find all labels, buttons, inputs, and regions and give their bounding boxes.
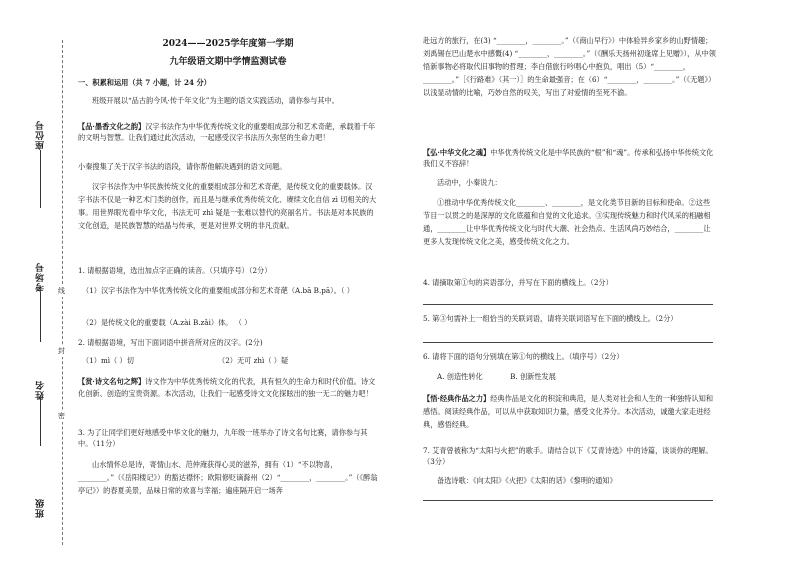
question-6-options: A. 创造性转化 B. 创新性发展 (437, 372, 556, 381)
answer-line-7[interactable] (423, 500, 713, 501)
question-6: 6. 请将下面的语句分别填在第①句的横线上。（填序号）（2分） (423, 352, 624, 361)
theme-block-1 (78, 122, 378, 143)
answer-line-5[interactable] (423, 342, 713, 343)
question-3-continued: 赴远方的旅行，在(3) “________，________。”（《商山早行》）中体验异乡家乡的山野情趣；刘禹锡在巴山楚水中感慨(4) “________，________。”（《酬乐天扬州初逢席上见赠》），从中领悟新事物必将取代旧事物的哲理；李白借旅行吟唱心中抱负，唱出（5）“________，________。”［《行路难》（其一）］的生命最强音；在（6）“________，________。”（《无题》）以浅显动情的比喻，巧妙自然的叹关，写出了对爱情的至死不渝。 (423, 36, 716, 97)
seal-char-seal: 封 (58, 347, 65, 355)
theme-label-2: 【赏·诗文名句之辉】 (78, 377, 146, 386)
name-blank (40, 398, 41, 446)
question-5: 5. 第③句需补上一组恰当的关联词语，请将关联词语写在下面的横线上。（2分） (423, 314, 678, 323)
theme-text-2: 诗文作为中华优秀传统文化的代表，具有恒久的生命力和时代价值。诗文化创新、创造的宝贵资源。本次活动，让我们一起感受诗文文化探眩出的独一无二的魅力吧！ (78, 377, 376, 398)
theme-text-1: 汉字书法作为中华优秀传统文化的重要组成部分和艺术奇葩，承载着千年的文明与智慧。让我们通过此次活动，一起感受汉字书法历久弥坚的生命力吧！ (78, 122, 376, 142)
term-title: 2024——2025学年度第一学期 (162, 39, 294, 49)
exam-no-label: 考场号 (36, 262, 46, 292)
question-2a: （1）mì（ ）切 (82, 356, 134, 365)
section-heading: 一、积累和运用（共 7 小题，计 24 分） (78, 78, 211, 87)
theme-text-3: 中华优秀传统文化是中华民族的“根”和“魂”。传承和弘扬中华传统文化我们义不容辞！ (423, 148, 714, 168)
question-2: 2. 请根据语境，写出下面词语中拼音所对应的汉字。(2分) (78, 338, 263, 347)
seat-label: 座位号 (36, 120, 46, 150)
activity-lead: 活动中，小秦说九： (437, 178, 502, 187)
binding-margin (0, 0, 72, 561)
question-1a: （1）汉字书法作为中华优秀传统文化的重要组成部分和艺术奇葩（A.bā B.pā）。（ ） (82, 286, 354, 295)
seal-char-secret: 密 (58, 412, 65, 420)
theme-block-2 (78, 376, 378, 400)
theme-label-4: 【悟·经典作品之力】 (423, 394, 491, 403)
name-label: 姓名 (36, 380, 46, 400)
question-3-text: 山水情怀总是诗，寄情山水、范仲淹获得心灵的滋养，拥有（1）“不以物喜，________。”（《岳阳楼记》）的豁达襟怀；欧阳修贬谪滁州（2）“________，________。”（《醉翁亭记》）的春夏美景，品味日常的欢喜与幸福；遍座隔开启一场奔 (78, 460, 378, 495)
exam-no-blank (40, 292, 41, 342)
question-4: 4. 请摘取第①句的宾语部分，并写在下面的横线上。（2分） (423, 278, 613, 287)
passage-text: 汉字书法作为中华民族传统文化的重要组成部分和艺术奇葩，是传统文化的重要载体。汉字书法不仅是一种艺术门类的创作，而且是与继承优秀传统文化、赓续文化自信 zì 切相关的大事。用世界眼光看中华文化，书法无可 zhì 疑是一张难以替代的亮丽名片。书法是对本民族的文化创造，是民族智慧的结晶与传承，更是对世界文明的非凡贡献。 (78, 182, 377, 230)
seal-char-line: 线 (58, 287, 65, 295)
theme-block-4 (423, 392, 717, 431)
theme-text-4: 经典作品是文化的积淀和典范，是人类对社会和人生的一种独特认知和感悟。阅读经典作品，可以从中获取知识力量，感受文化养分。本次活动，诚邀大家走进经典，感悟经典。 (423, 394, 714, 429)
question-3: 3. 为了让同学们更好地感受中华文化的魅力，九年级一班举办了诗文名句比赛，请你参与其中。（11分） (78, 428, 368, 448)
activity-text: ①推动中华优秀传统文化________、________，是文化类节目新的目标和使命。②这些节目一以贯之的是深厚的文化底蕴和自觉的文化追求。③实现传统魅力和时代风采的相融相通，________让中华优秀传统文化与时代大潮、社会热点、生活风尚巧妙结合，________让更多人发现传统文化之美，感受传统文化之力。 (423, 198, 711, 246)
exam-title: 九年级语文期中学情监测试卷 (169, 57, 287, 67)
question-2b: （2）无可 zhì（ ）疑 (218, 356, 289, 365)
question-7: 7. 艾青曾被称为“太阳与火把”的歌手。请结合以下《艾青诗选》中的诗篇，谈谈你的理解。（3分） (423, 446, 713, 466)
theme-block-3 (423, 148, 717, 169)
question-7-poem-list: 备选诗歌：《向太阳》《火把》《太阳的话》《黎明的通知》 (437, 476, 617, 485)
answer-line-4[interactable] (423, 304, 713, 305)
question-1: 1. 请根据语境，选出加点字正确的读音。（只填序号）（2分） (78, 266, 272, 275)
intro-text: 班级开展以“品古韵今风·传千年文化”为主题的语文实践活动，请你参与其中。 (92, 96, 339, 105)
theme-label-3: 【弘·中华文化之魂】 (423, 148, 491, 157)
theme-label-1: 【品·墨香文化之韵】 (78, 122, 146, 131)
question-1b: （2）是传统文化的重要载（A.zài B.zǎi）体。 （ ） (82, 318, 252, 327)
class-label: 班级 (36, 498, 46, 518)
task-lead: 小秦搜集了关于汉字书法的语段，请你帮他解决遇到的语文问题。 (78, 162, 287, 171)
seat-blank (40, 150, 41, 208)
